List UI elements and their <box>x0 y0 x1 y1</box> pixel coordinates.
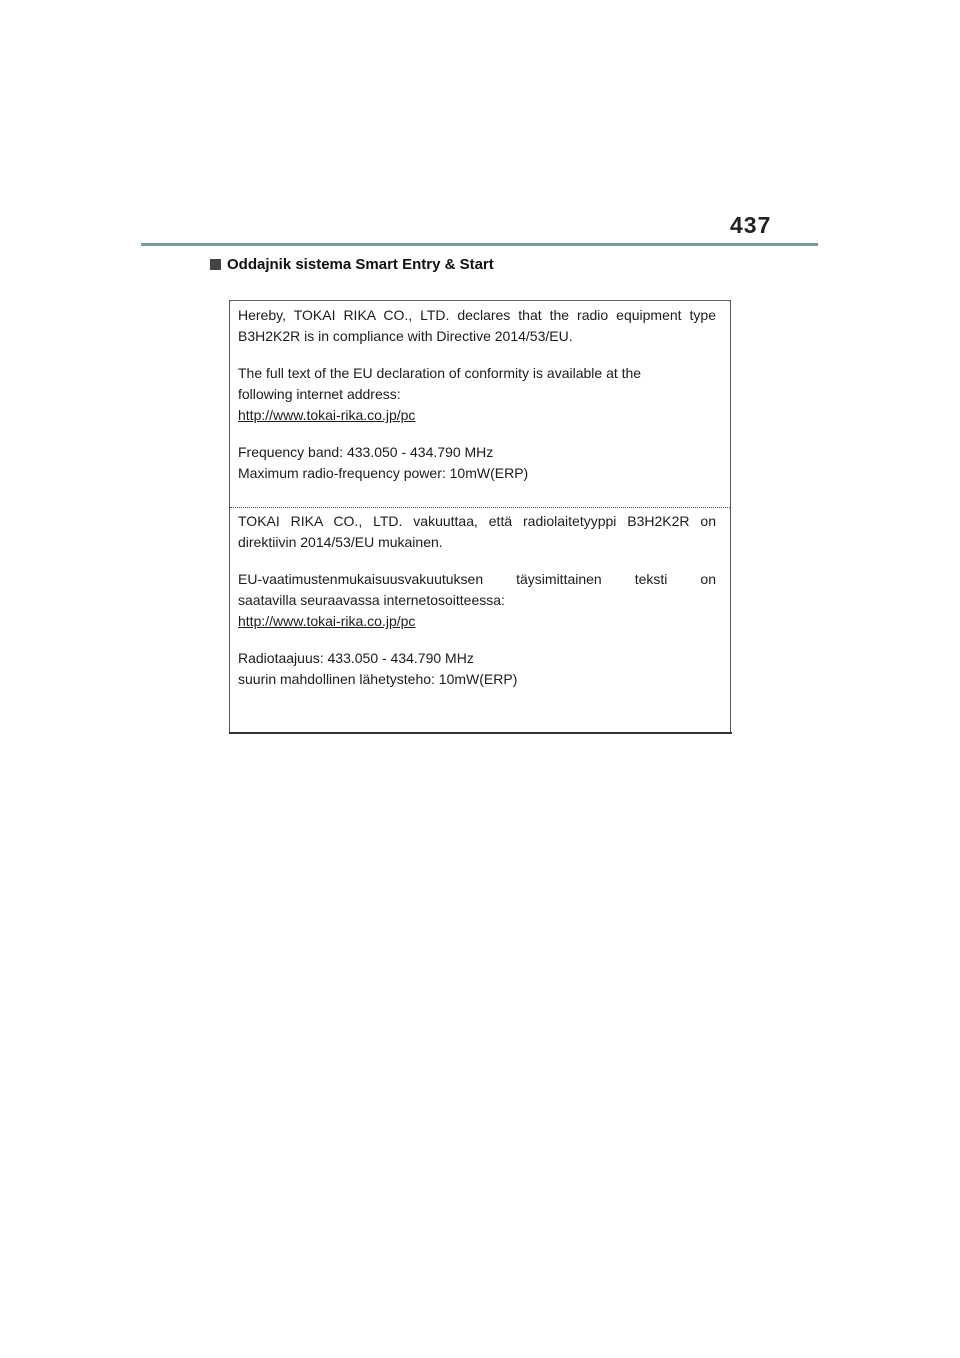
box-bottom-rule <box>229 732 732 734</box>
declaration-english <box>238 305 716 484</box>
declaration-finnish <box>238 511 716 690</box>
fi-frequency-band: Radiotaajuus: 433.050 - 434.790 MHz <box>238 650 474 666</box>
en-full-text-line-1: The full text of the EU declaration of conformity is available at the <box>238 365 642 381</box>
section-heading-text: Oddajnik sistema Smart Entry & Start <box>227 256 494 273</box>
fi-full-text-line-2: saatavilla seuraavassa internetosoitteessa: <box>238 592 505 608</box>
fi-max-power: suurin mahdollinen lähetysteho: 10mW(ERP) <box>238 671 518 687</box>
fi-declaration-line-2: direktiivin 2014/53/EU mukainen. <box>238 534 443 550</box>
fi-full-text-line-1: EU-vaatimustenmukaisuusvakuutuksen täysimittainen teksti on <box>238 571 716 587</box>
en-declaration-line-1: Hereby, TOKAI RIKA CO., LTD. declares that the radio equipment type <box>238 307 716 323</box>
fi-declaration-line-1: TOKAI RIKA CO., LTD. vakuuttaa, että radiolaitetyyppi B3H2K2R on <box>238 513 716 529</box>
en-frequency-band: Frequency band: 433.050 - 434.790 MHz <box>238 444 494 460</box>
declaration-box <box>229 300 731 733</box>
en-full-text-line-2: following internet address: <box>238 386 401 402</box>
page-number: 437 <box>730 212 772 238</box>
en-declaration-line-2: B3H2K2R is in compliance with Directive 2014/53/EU. <box>238 328 573 344</box>
box-top-rule <box>230 300 730 301</box>
header-rule <box>141 243 818 246</box>
en-declaration-link[interactable]: http://www.tokai-rika.co.jp/pc <box>238 407 416 423</box>
section-heading <box>210 256 494 273</box>
language-divider <box>230 507 730 508</box>
square-bullet-icon <box>210 259 221 270</box>
fi-declaration-link[interactable]: http://www.tokai-rika.co.jp/pc <box>238 613 416 629</box>
en-max-power: Maximum radio-frequency power: 10mW(ERP) <box>238 465 529 481</box>
